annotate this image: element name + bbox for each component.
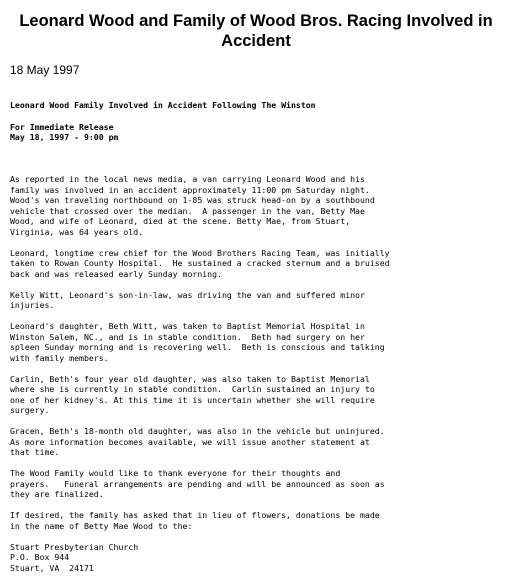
church-address: Stuart Presbyterian Church P.O. Box 944 Stuart, VA 24171: [10, 541, 139, 573]
paragraph-donations: If desired, the family has asked that in lieu of flowers, donations be made in the name of Betty Mae Wood to the:: [10, 510, 380, 531]
paragraph-beth-witt: Leonard's daughter, Beth Witt, was taken to Baptist Memorial Hospital in Winston Salem, NC., and is in stable condition. Beth had surgery on her spleen Sunday morning and is recovering well. Beth is conscious and talking with family members.: [10, 321, 385, 363]
paragraph-thanks: The Wood Family would like to thank everyone for their thoughts and prayers. Funeral arrangements are pending and will be announced as soon as they are finalized.: [10, 468, 385, 499]
release-title: Leonard Wood Family Involved in Accident Following The Winston: [10, 100, 316, 110]
article-date: 18 May 1997: [10, 63, 80, 77]
release-meta: [10, 122, 512, 143]
paragraph-carlin: Carlin, Beth's four year old daughter, was also taken to Baptist Memorial where she is currently in stable condition. Carlin sustained an injury to one of her kidney's. At this time it is uncertain whether she will require surgery.: [10, 373, 375, 415]
release-meta-line1: For Immediate Release: [10, 121, 114, 132]
paragraph-accident-report: As reported in the local news media, a van carrying Leonard Wood and his family was involved in an accident approximately 11:00 pm Saturday night. Wood's van traveling northbound on 1-85 was struck head-on by a southbound vehicle that crossed over the median. A passenger in the van, Betty Mae Wood, and wife of Leonard, died at the scene. Betty Mae, from Stuart, Virginia, was 64 years old.: [10, 174, 375, 237]
paragraph-kelly-witt: Kelly Witt, Leonard's son-in-law, was driving the van and suffered minor injuries.: [10, 289, 365, 310]
release-meta-line2: May 18, 1997 - 9:00 pm: [10, 132, 119, 142]
paragraph-leonard-condition: Leonard, longtime crew chief for the Wood Brothers Racing Team, was initially taken to Rowan County Hospital. He sustained a cracked sternum and a bruised back and was released early Sunday morning.: [10, 247, 390, 279]
headline: Leonard Wood and Family of Wood Bros. Racing Involved in Accident: [19, 12, 493, 50]
paragraph-gracen: Gracen, Beth's 18-month old daughter, was also in the vehicle but uninjured. As more information becomes available, we will issue another statement at that time.: [10, 426, 385, 457]
